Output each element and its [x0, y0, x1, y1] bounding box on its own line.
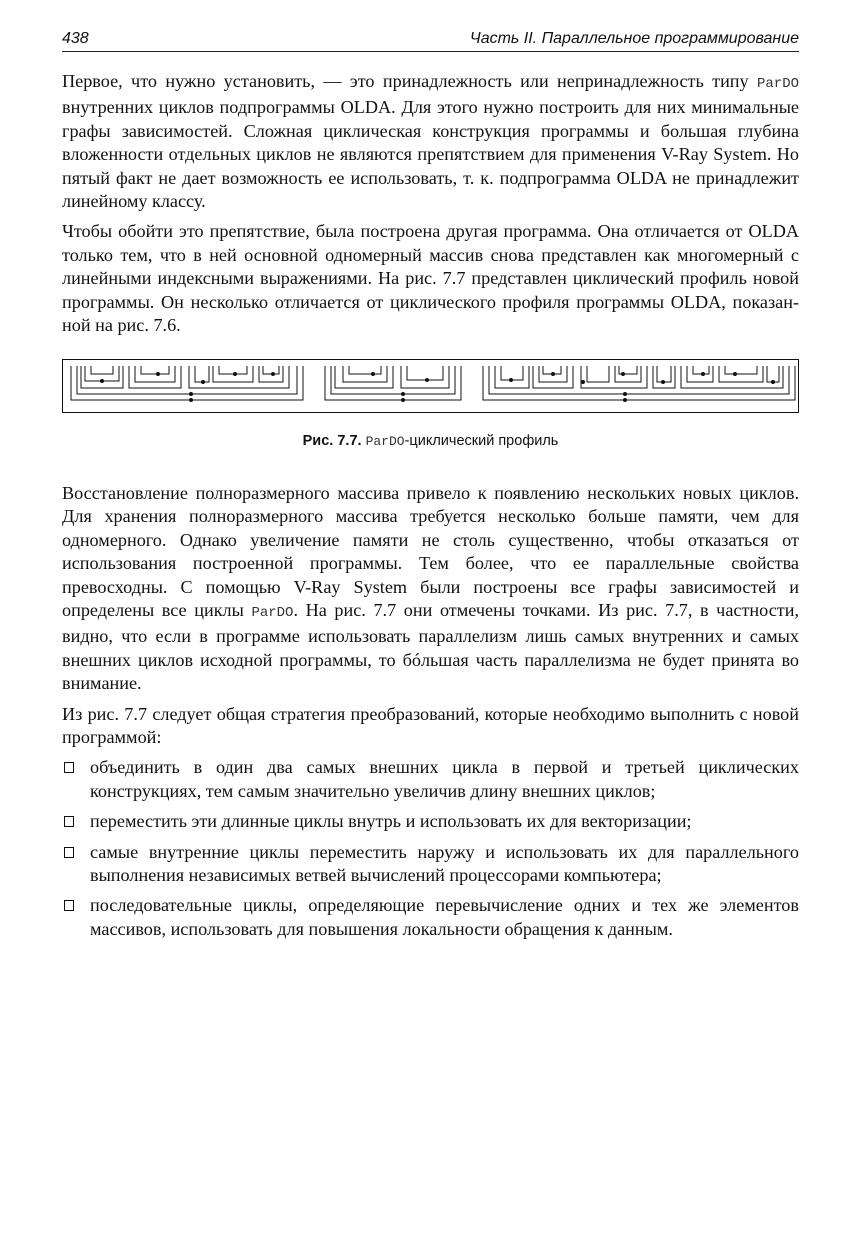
pardo-dot: [661, 380, 665, 384]
pardo-dot: [581, 380, 585, 384]
figure-7-7: [62, 359, 799, 453]
pardo-dot: [623, 398, 627, 402]
loop-bracket: [335, 366, 393, 388]
loop-bracket: [219, 366, 247, 374]
loop-bracket: [587, 366, 609, 382]
code-pardo: ParDO: [251, 604, 294, 621]
loop-bracket: [71, 366, 303, 400]
list-item: последовательные циклы, определяющие перевычисление одних и тех же элементов массивов, использовать для повышения локальности обращения к данным.: [62, 894, 799, 941]
paragraph-3: Восстановление полноразмерного массива привело к появлению нескольких новых циклов. Для хранения полноразмерного массива требуется несколько больше памяти, чем для одномерного. Однако увеличение памяти не столь существенно, чтобы отказаться от использования построенной программы. Тем более, что ее параллельные свойства превосходны. С помощью V-Ray System были построены все графы зависимостей и определены все циклы ParDO. На рис. 7.7 они отмечены точками. Из рис. 7.7, в частности, видно, что если в программе использовать параллелизм лишь самых внутренних и самых внешних циклов исходной программы, то бóльшая часть параллелизма не будет принята во внимание.: [62, 482, 799, 694]
pardo-dot: [551, 372, 555, 376]
paragraph-1: Первое, что нужно установить, — это принадлежность или непринадлежность типу ParDO внутренних циклов подпрограммы OLDA. Для этого нужно построить для них минимальные графы зависимостей. Сложная циклическая конструкция программы и большая глубина вложенности отдельных циклов не являются препятствием для применения V-Ray System. Но пятый факт не дает возможность ее использовать, т. к. подпрограмма OLDA не принадлежит линейному классу.: [62, 71, 799, 212]
loop-bracket: [495, 366, 529, 388]
loop-bracket: [91, 366, 113, 374]
pardo-dot: [201, 380, 205, 384]
figure-caption: [62, 430, 799, 453]
pardo-dot: [233, 372, 237, 376]
caption-text: -циклический профиль: [404, 433, 559, 450]
pardo-dot: [623, 392, 627, 396]
pardo-dot: [100, 379, 104, 383]
loop-bracket: [401, 366, 449, 388]
pardo-dot: [701, 372, 705, 376]
code-pardo: ParDO: [756, 76, 799, 92]
pardo-dot: [156, 372, 160, 376]
running-title: Часть II. Параллельное программирование: [469, 30, 799, 47]
pardo-dot: [621, 372, 625, 376]
loop-bracket: [195, 366, 209, 382]
loop-bracket: [483, 366, 795, 400]
list-item: переместить эти длинные циклы внутрь и использовать их для векторизации;: [62, 810, 799, 833]
pardo-dot: [771, 380, 775, 384]
loop-bracket: [489, 366, 789, 394]
loop-bracket: [501, 366, 523, 380]
pardo-dot: [401, 392, 405, 396]
loop-bracket: [407, 366, 443, 380]
loop-bracket: [653, 366, 675, 388]
caption-code: ParDO: [365, 434, 405, 450]
loop-bracket: [129, 366, 181, 388]
loop-bracket: [725, 366, 757, 374]
pardo-dot: [371, 372, 375, 376]
loop-bracket: [141, 366, 169, 374]
pardo-dot: [425, 378, 429, 382]
strategy-list: [62, 756, 799, 941]
body-text: [62, 70, 799, 941]
paragraph-2: Чтобы обойти это препятствие, была построена другая программа. Она отличается от OLDA только тем, что в ней основной одномерный массив снова представлен как многомерный с линейными индексными выражениями. На рис. 7.7 представлен циклический профиль новой программы. Он несколько отличается от циклического профиля программы OLDA, показанной на рис. 7.6.: [62, 221, 799, 336]
loop-bracket: [81, 366, 123, 388]
loop-bracket: [693, 366, 709, 374]
loop-bracket: [263, 366, 279, 374]
page-number: 438: [62, 30, 89, 47]
list-item: объединить в один два самых внешних цикла в первой и третьей циклических конструкциях, тем самым значительно увеличив длину внешних циклов;: [62, 756, 799, 803]
pardo-dot: [509, 378, 513, 382]
loop-bracket: [349, 366, 381, 374]
pardo-dot: [189, 392, 193, 396]
loop-bracket: [767, 366, 779, 382]
figure-number: Рис. 7.7.: [302, 433, 362, 450]
checkbox-bullet-icon: [64, 847, 74, 858]
checkbox-bullet-icon: [64, 762, 74, 773]
list-item: самые внутренние циклы переместить наружу и использовать их для параллельного выполнения независимых ветвей вычислений процессорами компьютера;: [62, 841, 799, 888]
loop-bracket: [657, 366, 671, 382]
running-header: [62, 30, 799, 52]
pardo-dot: [271, 372, 275, 376]
loop-profile-svg: [63, 360, 800, 414]
pardo-dot: [401, 398, 405, 402]
book-page: [62, 30, 799, 948]
loop-profile-diagram: [62, 359, 799, 413]
paragraph-4: Из рис. 7.7 следует общая стратегия преобразований, которые необходимо выполнить с новой программой:: [62, 703, 799, 747]
loop-bracket: [681, 366, 783, 388]
pardo-dot: [189, 398, 193, 402]
loop-bracket: [189, 366, 289, 388]
checkbox-bullet-icon: [64, 900, 74, 911]
loop-bracket: [77, 366, 297, 394]
pardo-dot: [733, 372, 737, 376]
checkbox-bullet-icon: [64, 816, 74, 827]
